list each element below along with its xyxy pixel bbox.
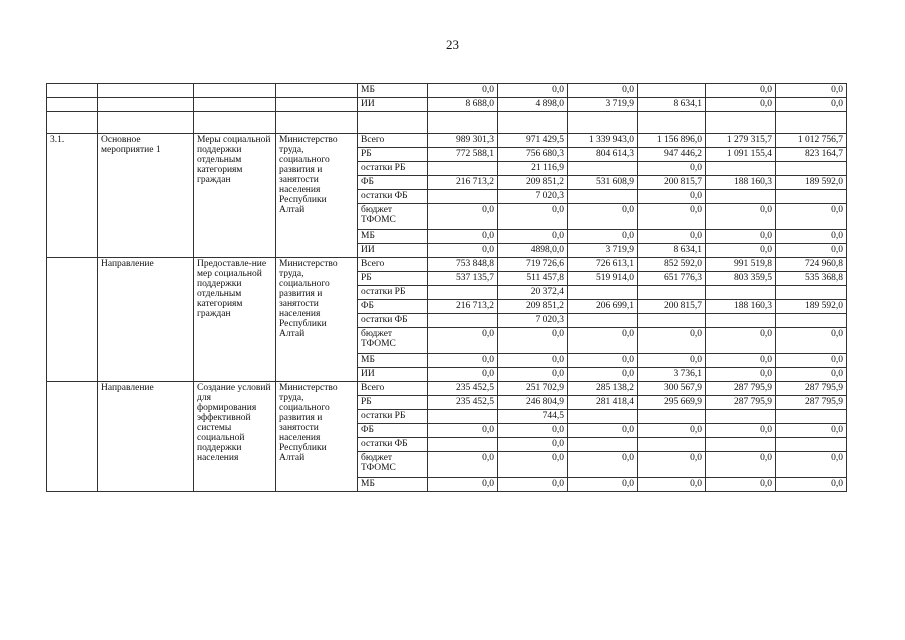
empty-cell: [276, 84, 358, 98]
section-number: [47, 258, 98, 382]
budget-table: [46, 83, 847, 492]
value-cell: 0,0: [568, 84, 638, 98]
value-cell: [428, 286, 498, 300]
empty-cell: [776, 112, 847, 134]
section-executor: Министерство труда, социального развития и занятости населения Республики Алтай: [276, 134, 358, 258]
value-cell: 188 160,3: [706, 300, 776, 314]
value-cell: [428, 438, 498, 452]
value-cell: 287 795,9: [706, 382, 776, 396]
value-cell: 4898,0,0: [498, 244, 568, 258]
value-cell: 189 592,0: [776, 176, 847, 190]
value-cell: 1 012 756,7: [776, 134, 847, 148]
value-cell: 0,0: [638, 328, 706, 354]
value-cell: 0,0: [776, 452, 847, 478]
value-cell: [568, 286, 638, 300]
value-cell: [706, 438, 776, 452]
value-cell: 772 588,1: [428, 148, 498, 162]
value-cell: 0,0: [706, 478, 776, 492]
value-cell: [568, 438, 638, 452]
value-cell: 0,0: [568, 478, 638, 492]
value-cell: 0,0: [638, 230, 706, 244]
value-cell: 0,0: [498, 230, 568, 244]
empty-cell: [194, 98, 276, 112]
value-cell: [706, 314, 776, 328]
value-cell: 0,0: [498, 438, 568, 452]
table-row: [47, 98, 847, 112]
funding-source-cell: остатки РБ: [358, 162, 428, 176]
value-cell: 0,0: [568, 424, 638, 438]
value-cell: 0,0: [498, 452, 568, 478]
value-cell: 7 020,3: [498, 190, 568, 204]
value-cell: 3 719,9: [568, 98, 638, 112]
value-cell: 287 795,9: [776, 396, 847, 410]
value-cell: 0,0: [638, 354, 706, 368]
table-row: [47, 134, 847, 148]
value-cell: 200 815,7: [638, 300, 706, 314]
value-cell: 823 164,7: [776, 148, 847, 162]
value-cell: [638, 438, 706, 452]
value-cell: 1 091 155,4: [706, 148, 776, 162]
value-cell: 0,0: [568, 204, 638, 230]
empty-cell: [638, 112, 706, 134]
value-cell: 295 669,9: [638, 396, 706, 410]
value-cell: 216 713,2: [428, 176, 498, 190]
funding-source-cell: МБ: [358, 84, 428, 98]
value-cell: 947 446,2: [638, 148, 706, 162]
value-cell: 651 776,3: [638, 272, 706, 286]
value-cell: 0,0: [776, 84, 847, 98]
section-status: Направление: [98, 258, 194, 382]
value-cell: 0,0: [568, 452, 638, 478]
value-cell: 989 301,3: [428, 134, 498, 148]
value-cell: 0,0: [428, 230, 498, 244]
empty-cell: [428, 112, 498, 134]
funding-source-cell: Всего: [358, 382, 428, 396]
value-cell: 8 688,0: [428, 98, 498, 112]
value-cell: 0,0: [706, 230, 776, 244]
value-cell: 0,0: [428, 328, 498, 354]
funding-source-cell: бюджет ТФОМС: [358, 328, 428, 354]
value-cell: 287 795,9: [706, 396, 776, 410]
section-executor: Министерство труда, социального развития и занятости населения Республики Алтай: [276, 382, 358, 492]
funding-source-cell: бюджет ТФОМС: [358, 204, 428, 230]
funding-source-cell: ФБ: [358, 176, 428, 190]
value-cell: 216 713,2: [428, 300, 498, 314]
empty-cell: [498, 112, 568, 134]
value-cell: 0,0: [498, 478, 568, 492]
value-cell: 991 519,8: [706, 258, 776, 272]
value-cell: 971 429,5: [498, 134, 568, 148]
value-cell: 0,0: [776, 368, 847, 382]
value-cell: 744,5: [498, 410, 568, 424]
value-cell: 0,0: [638, 190, 706, 204]
section-name: Меры социальной поддержки отдельным категориям граждан: [194, 134, 276, 258]
value-cell: [568, 190, 638, 204]
empty-cell: [47, 112, 98, 134]
value-cell: 0,0: [428, 452, 498, 478]
value-cell: 0,0: [568, 368, 638, 382]
value-cell: 8 634,1: [638, 98, 706, 112]
value-cell: 0,0: [498, 204, 568, 230]
value-cell: 0,0: [638, 452, 706, 478]
value-cell: 803 359,5: [706, 272, 776, 286]
value-cell: [638, 84, 706, 98]
value-cell: 0,0: [428, 244, 498, 258]
value-cell: 235 452,5: [428, 382, 498, 396]
value-cell: 0,0: [776, 98, 847, 112]
value-cell: 0,0: [428, 84, 498, 98]
value-cell: 300 567,9: [638, 382, 706, 396]
value-cell: 724 960,8: [776, 258, 847, 272]
funding-source-cell: бюджет ТФОМС: [358, 452, 428, 478]
funding-source-cell: ИИ: [358, 244, 428, 258]
value-cell: 3 736,1: [638, 368, 706, 382]
value-cell: 0,0: [568, 328, 638, 354]
empty-cell: [98, 84, 194, 98]
funding-source-cell: ФБ: [358, 424, 428, 438]
value-cell: 209 851,2: [498, 176, 568, 190]
funding-source-cell: остатки ФБ: [358, 438, 428, 452]
value-cell: 0,0: [776, 230, 847, 244]
value-cell: [706, 286, 776, 300]
value-cell: 246 804,9: [498, 396, 568, 410]
value-cell: 0,0: [776, 354, 847, 368]
funding-source-cell: МБ: [358, 230, 428, 244]
value-cell: 0,0: [428, 354, 498, 368]
value-cell: [706, 162, 776, 176]
value-cell: [776, 410, 847, 424]
section-name: Создание условий для формирования эффективной системы социальной поддержки населения: [194, 382, 276, 492]
value-cell: [776, 286, 847, 300]
value-cell: [568, 314, 638, 328]
value-cell: 0,0: [776, 478, 847, 492]
value-cell: [776, 438, 847, 452]
funding-source-cell: остатки ФБ: [358, 190, 428, 204]
empty-cell: [47, 84, 98, 98]
value-cell: [638, 314, 706, 328]
value-cell: 189 592,0: [776, 300, 847, 314]
value-cell: 0,0: [568, 230, 638, 244]
funding-source-cell: остатки РБ: [358, 286, 428, 300]
funding-source-cell: РБ: [358, 148, 428, 162]
empty-cell: [706, 112, 776, 134]
value-cell: 0,0: [638, 204, 706, 230]
value-cell: [428, 314, 498, 328]
value-cell: 251 702,9: [498, 382, 568, 396]
funding-source-cell: Всего: [358, 258, 428, 272]
value-cell: 7 020,3: [498, 314, 568, 328]
value-cell: [776, 314, 847, 328]
section-status: Основное мероприятие 1: [98, 134, 194, 258]
value-cell: 4 898,0: [498, 98, 568, 112]
value-cell: 20 372,4: [498, 286, 568, 300]
value-cell: 756 680,3: [498, 148, 568, 162]
empty-cell: [194, 112, 276, 134]
value-cell: 852 592,0: [638, 258, 706, 272]
empty-cell: [98, 98, 194, 112]
empty-cell: [276, 112, 358, 134]
section-executor: Министерство труда, социального развития и занятости населения Республики Алтай: [276, 258, 358, 382]
empty-cell: [276, 98, 358, 112]
empty-cell: [358, 112, 428, 134]
value-cell: [776, 190, 847, 204]
value-cell: 0,0: [706, 98, 776, 112]
value-cell: 535 368,8: [776, 272, 847, 286]
value-cell: 1 339 943,0: [568, 134, 638, 148]
value-cell: 0,0: [776, 328, 847, 354]
value-cell: 0,0: [638, 424, 706, 438]
value-cell: [428, 162, 498, 176]
funding-source-cell: ФБ: [358, 300, 428, 314]
value-cell: 726 613,1: [568, 258, 638, 272]
value-cell: 235 452,5: [428, 396, 498, 410]
empty-cell: [194, 84, 276, 98]
value-cell: [776, 162, 847, 176]
value-cell: 753 848,8: [428, 258, 498, 272]
value-cell: 287 795,9: [776, 382, 847, 396]
value-cell: 281 418,4: [568, 396, 638, 410]
funding-source-cell: МБ: [358, 478, 428, 492]
empty-cell: [47, 98, 98, 112]
funding-source-cell: МБ: [358, 354, 428, 368]
value-cell: 0,0: [498, 368, 568, 382]
value-cell: 0,0: [428, 204, 498, 230]
table-row: [47, 382, 847, 396]
value-cell: 0,0: [638, 162, 706, 176]
value-cell: 3 719,9: [568, 244, 638, 258]
value-cell: 0,0: [706, 452, 776, 478]
value-cell: [706, 190, 776, 204]
funding-source-cell: Всего: [358, 134, 428, 148]
value-cell: 0,0: [498, 354, 568, 368]
funding-source-cell: ИИ: [358, 368, 428, 382]
value-cell: [428, 190, 498, 204]
page-number: 23: [446, 37, 459, 52]
funding-source-cell: остатки ФБ: [358, 314, 428, 328]
section-status: Направление: [98, 382, 194, 492]
value-cell: [568, 410, 638, 424]
value-cell: 0,0: [706, 204, 776, 230]
value-cell: 200 815,7: [638, 176, 706, 190]
value-cell: 1 156 896,0: [638, 134, 706, 148]
table-row: [47, 258, 847, 272]
value-cell: 0,0: [568, 354, 638, 368]
funding-source-cell: ИИ: [358, 98, 428, 112]
value-cell: 0,0: [776, 244, 847, 258]
value-cell: 0,0: [776, 424, 847, 438]
value-cell: 519 914,0: [568, 272, 638, 286]
value-cell: 1 279 315,7: [706, 134, 776, 148]
value-cell: 0,0: [428, 424, 498, 438]
table-row: [47, 84, 847, 98]
value-cell: [638, 286, 706, 300]
section-number: 3.1.: [47, 134, 98, 258]
value-cell: 531 608,9: [568, 176, 638, 190]
value-cell: 511 457,8: [498, 272, 568, 286]
value-cell: 0,0: [428, 478, 498, 492]
empty-cell: [568, 112, 638, 134]
value-cell: [568, 162, 638, 176]
value-cell: 719 726,6: [498, 258, 568, 272]
value-cell: 0,0: [706, 424, 776, 438]
value-cell: 21 116,9: [498, 162, 568, 176]
value-cell: 0,0: [706, 354, 776, 368]
section-number: [47, 382, 98, 492]
spacer-row: [47, 112, 847, 134]
value-cell: 0,0: [498, 84, 568, 98]
value-cell: [638, 410, 706, 424]
value-cell: 0,0: [498, 424, 568, 438]
funding-source-cell: остатки РБ: [358, 410, 428, 424]
value-cell: 0,0: [776, 204, 847, 230]
value-cell: 8 634,1: [638, 244, 706, 258]
value-cell: 206 699,1: [568, 300, 638, 314]
empty-cell: [98, 112, 194, 134]
value-cell: 0,0: [706, 368, 776, 382]
value-cell: 537 135,7: [428, 272, 498, 286]
funding-source-cell: РБ: [358, 272, 428, 286]
funding-source-cell: РБ: [358, 396, 428, 410]
value-cell: 0,0: [706, 244, 776, 258]
value-cell: 0,0: [498, 328, 568, 354]
value-cell: 285 138,2: [568, 382, 638, 396]
value-cell: 0,0: [706, 84, 776, 98]
value-cell: [428, 410, 498, 424]
value-cell: 0,0: [428, 368, 498, 382]
value-cell: 209 851,2: [498, 300, 568, 314]
value-cell: 0,0: [706, 328, 776, 354]
value-cell: 188 160,3: [706, 176, 776, 190]
value-cell: 804 614,3: [568, 148, 638, 162]
value-cell: [706, 410, 776, 424]
value-cell: 0,0: [638, 478, 706, 492]
section-name: Предоставле-ние мер социальной поддержки отдельным категориям граждан: [194, 258, 276, 382]
